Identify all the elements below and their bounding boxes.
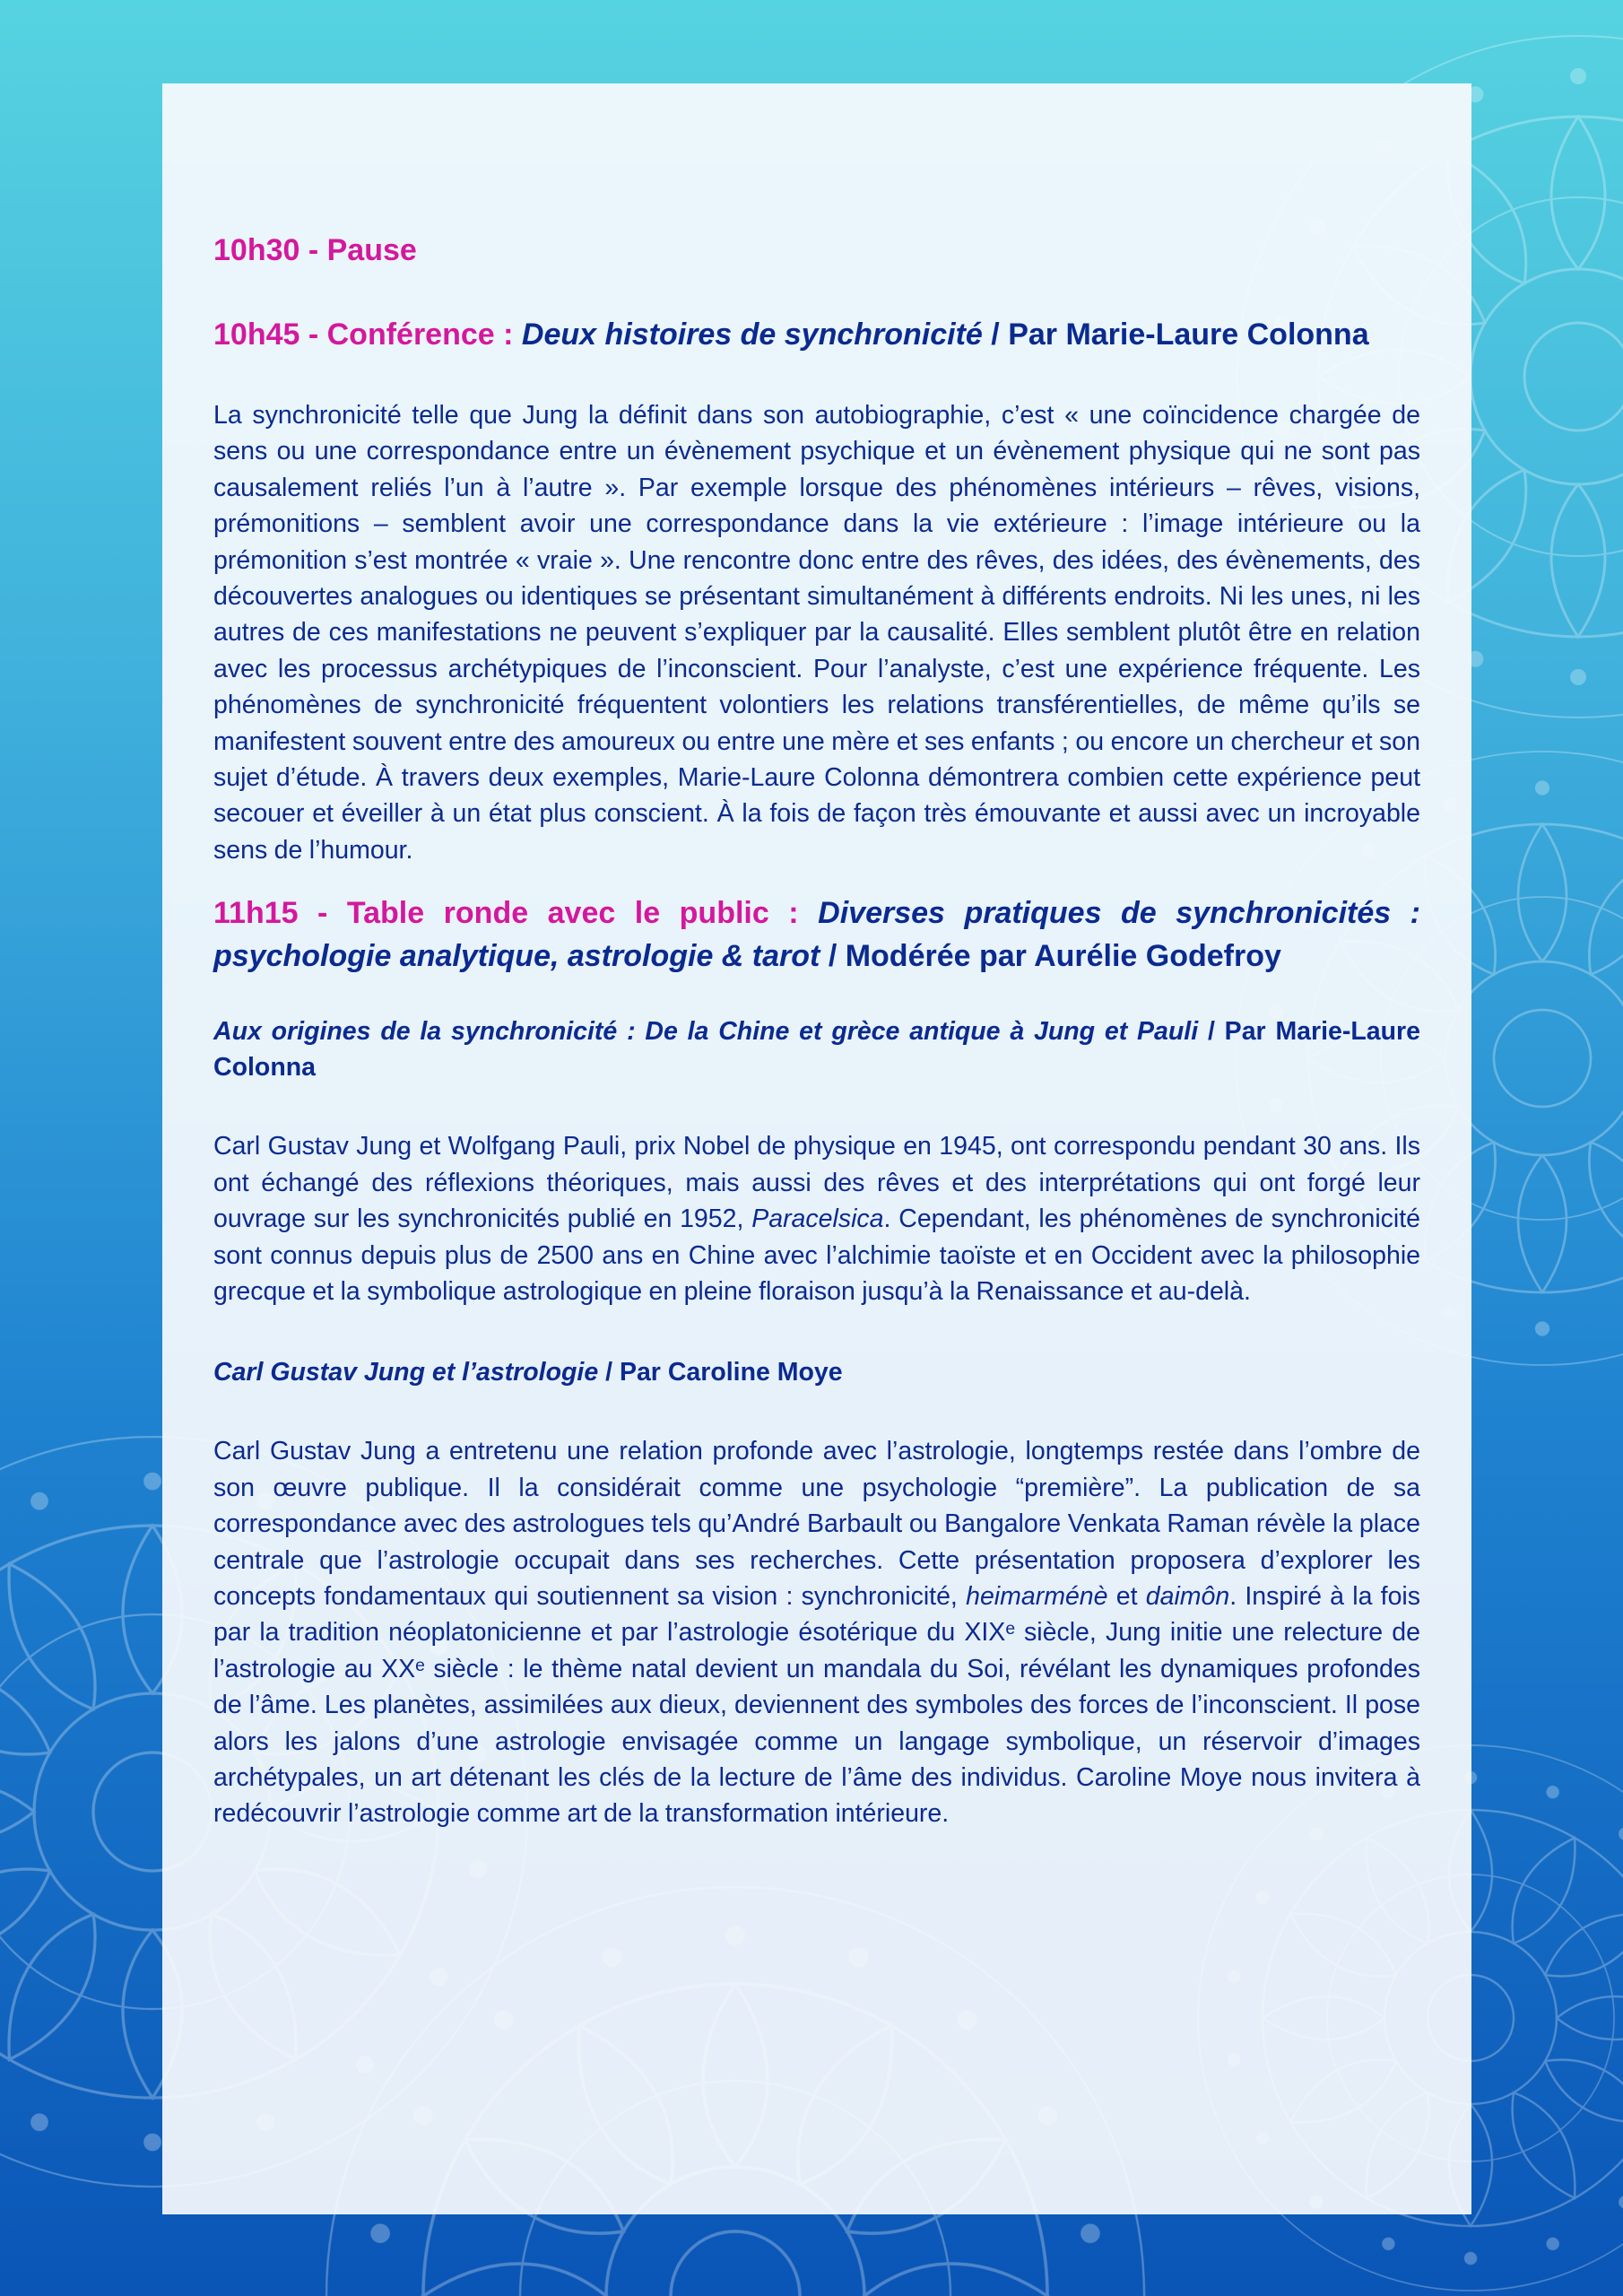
talk1-byline: / Par Marie-Laure Colonna [213,1017,1420,1083]
table-ronde-time: 11h15 - Table ronde avec le public : [213,896,799,931]
conference-heading [213,313,1420,356]
talk1-body-part1: Carl Gustav Jung et Wolfgang Pauli, prix Nobel de physique en 1945, ont correspondu pendant 30 ans. Ils ont échangé des réflexions théoriques, mais aussi des rêves et des interprétations qui ont forgé leur ouvrage sur les synchronicités publié en 1952, [213,1132,1420,1234]
talk1-heading [213,1013,1420,1085]
talk2-byline: / Par Caroline Moye [605,1358,843,1387]
program-panel [162,83,1471,2214]
conference-title: Deux histoires de synchronicité [521,317,983,352]
table-ronde-heading [213,891,1420,978]
talk1-body-italic: Paracelsica [751,1205,884,1234]
talk2-body-part2: . Inspiré à la fois par la tradition néoplatonicienne et par l’astrologie ésotérique du XIXᵉ siècle, Jung initie une relecture de l’astrologie au XXᵉ siècle : le thème natal devient un mandala du Soi, révélant les dynamiques profondes de l’âme. Les planètes, assimilées aux dieux, deviennent des symboles des forces de l’inconscient. Il pose alors les jalons d’une astrologie envisagée comme un langage symbolique, un réservoir d’images archétypales, un art détenant les clés de la lecture de l’âme des individus. Caroline Moye nous invitera à redécouvrir l’astrologie comme art de la transformation intérieure. [213,1581,1421,1829]
talk1-description [213,1128,1420,1309]
talk2-body-italic2: daimôn [1145,1581,1230,1611]
talk1-body-part2: . Cependant, les phénomènes de synchronicité sont connus depuis plus de 2500 ans en Chine avec l’alchimie taoïste et en Occident avec la philosophie grecque et la symbolique astrologique en pleine floraison jusqu’à la Renaissance et au-delà. [213,1205,1421,1306]
table-ronde-byline: / Modérée par Aurélie Godefroy [828,939,1281,974]
conference-byline: / Par Marie-Laure Colonna [991,317,1369,352]
pause-heading: 10h30 - Pause [213,233,417,267]
talk2-body-and: et [1115,1581,1138,1611]
talk2-body-part1: Carl Gustav Jung a entretenu une relation profonde avec l’astrologie, longtemps restée dans l’ombre de son œuvre publique. Il la considérait comme une psychologie “première”. La publication de sa correspondance avec des astrologues tels qu’André Barbault ou Bangalore Venkata Raman révèle la place centrale que l’astrologie occupait dans ses recherches. Cette présentation proposera d’explorer les concepts fondamentaux qui soutiennent sa vision : synchronicité, [213,1437,1420,1611]
talk2-title: Carl Gustav Jung et l’astrologie [213,1358,599,1387]
talk2-body-italic1: heimarménè [966,1581,1108,1611]
talk1-title: Aux origines de la synchronicité : De la Chine et grèce antique à Jung et Pauli [213,1017,1199,1047]
talk2-heading [213,1354,1420,1390]
conference-description: La synchronicité telle que Jung la définit dans son autobiographie, c’est « une coïncidence chargée de sens ou une correspondance entre un évènement psychique et un évènement physique qui ne sont pas causalement reliés l’un à l’autre ». Par exemple lorsque des phénomènes intérieurs – rêves, visions, prémonitions – semblent avoir une correspondance dans la vie extérieure : l’image intérieure ou la prémonition s’est montrée « vraie ». Une rencontre donc entre des rêves, des idées, des évènements, des découvertes analogues ou identiques se présentant simultanément à différents endroits. Ni les unes, ni les autres de ces manifestations ne peuvent s’expliquer par la causalité. Elles semblent plutôt être en relation avec les processus archétypiques de l’inconscient. Pour l’analyste, c’est une expérience fréquente. Les phénomènes de synchronicité fréquentent volontiers les relations transférentielles, de même qu’ils se manifestent souvent entre des amoureux ou entre une mère et ses enfants ; ou encore un chercheur et son sujet d’étude. À travers deux exemples, Marie-Laure Colonna démontrera combien cette expérience peut secouer et éveiller à un état plus conscient. À la fois de façon très émouvante et aussi avec un incroyable sens de l’humour. [213,401,1420,865]
talk2-description [213,1433,1420,1831]
table-ronde-title: Diverses pratiques de synchronicités : psychologie analytique, astrologie & tarot [213,896,1421,974]
conference-time: 10h45 - Conférence : [213,317,514,352]
